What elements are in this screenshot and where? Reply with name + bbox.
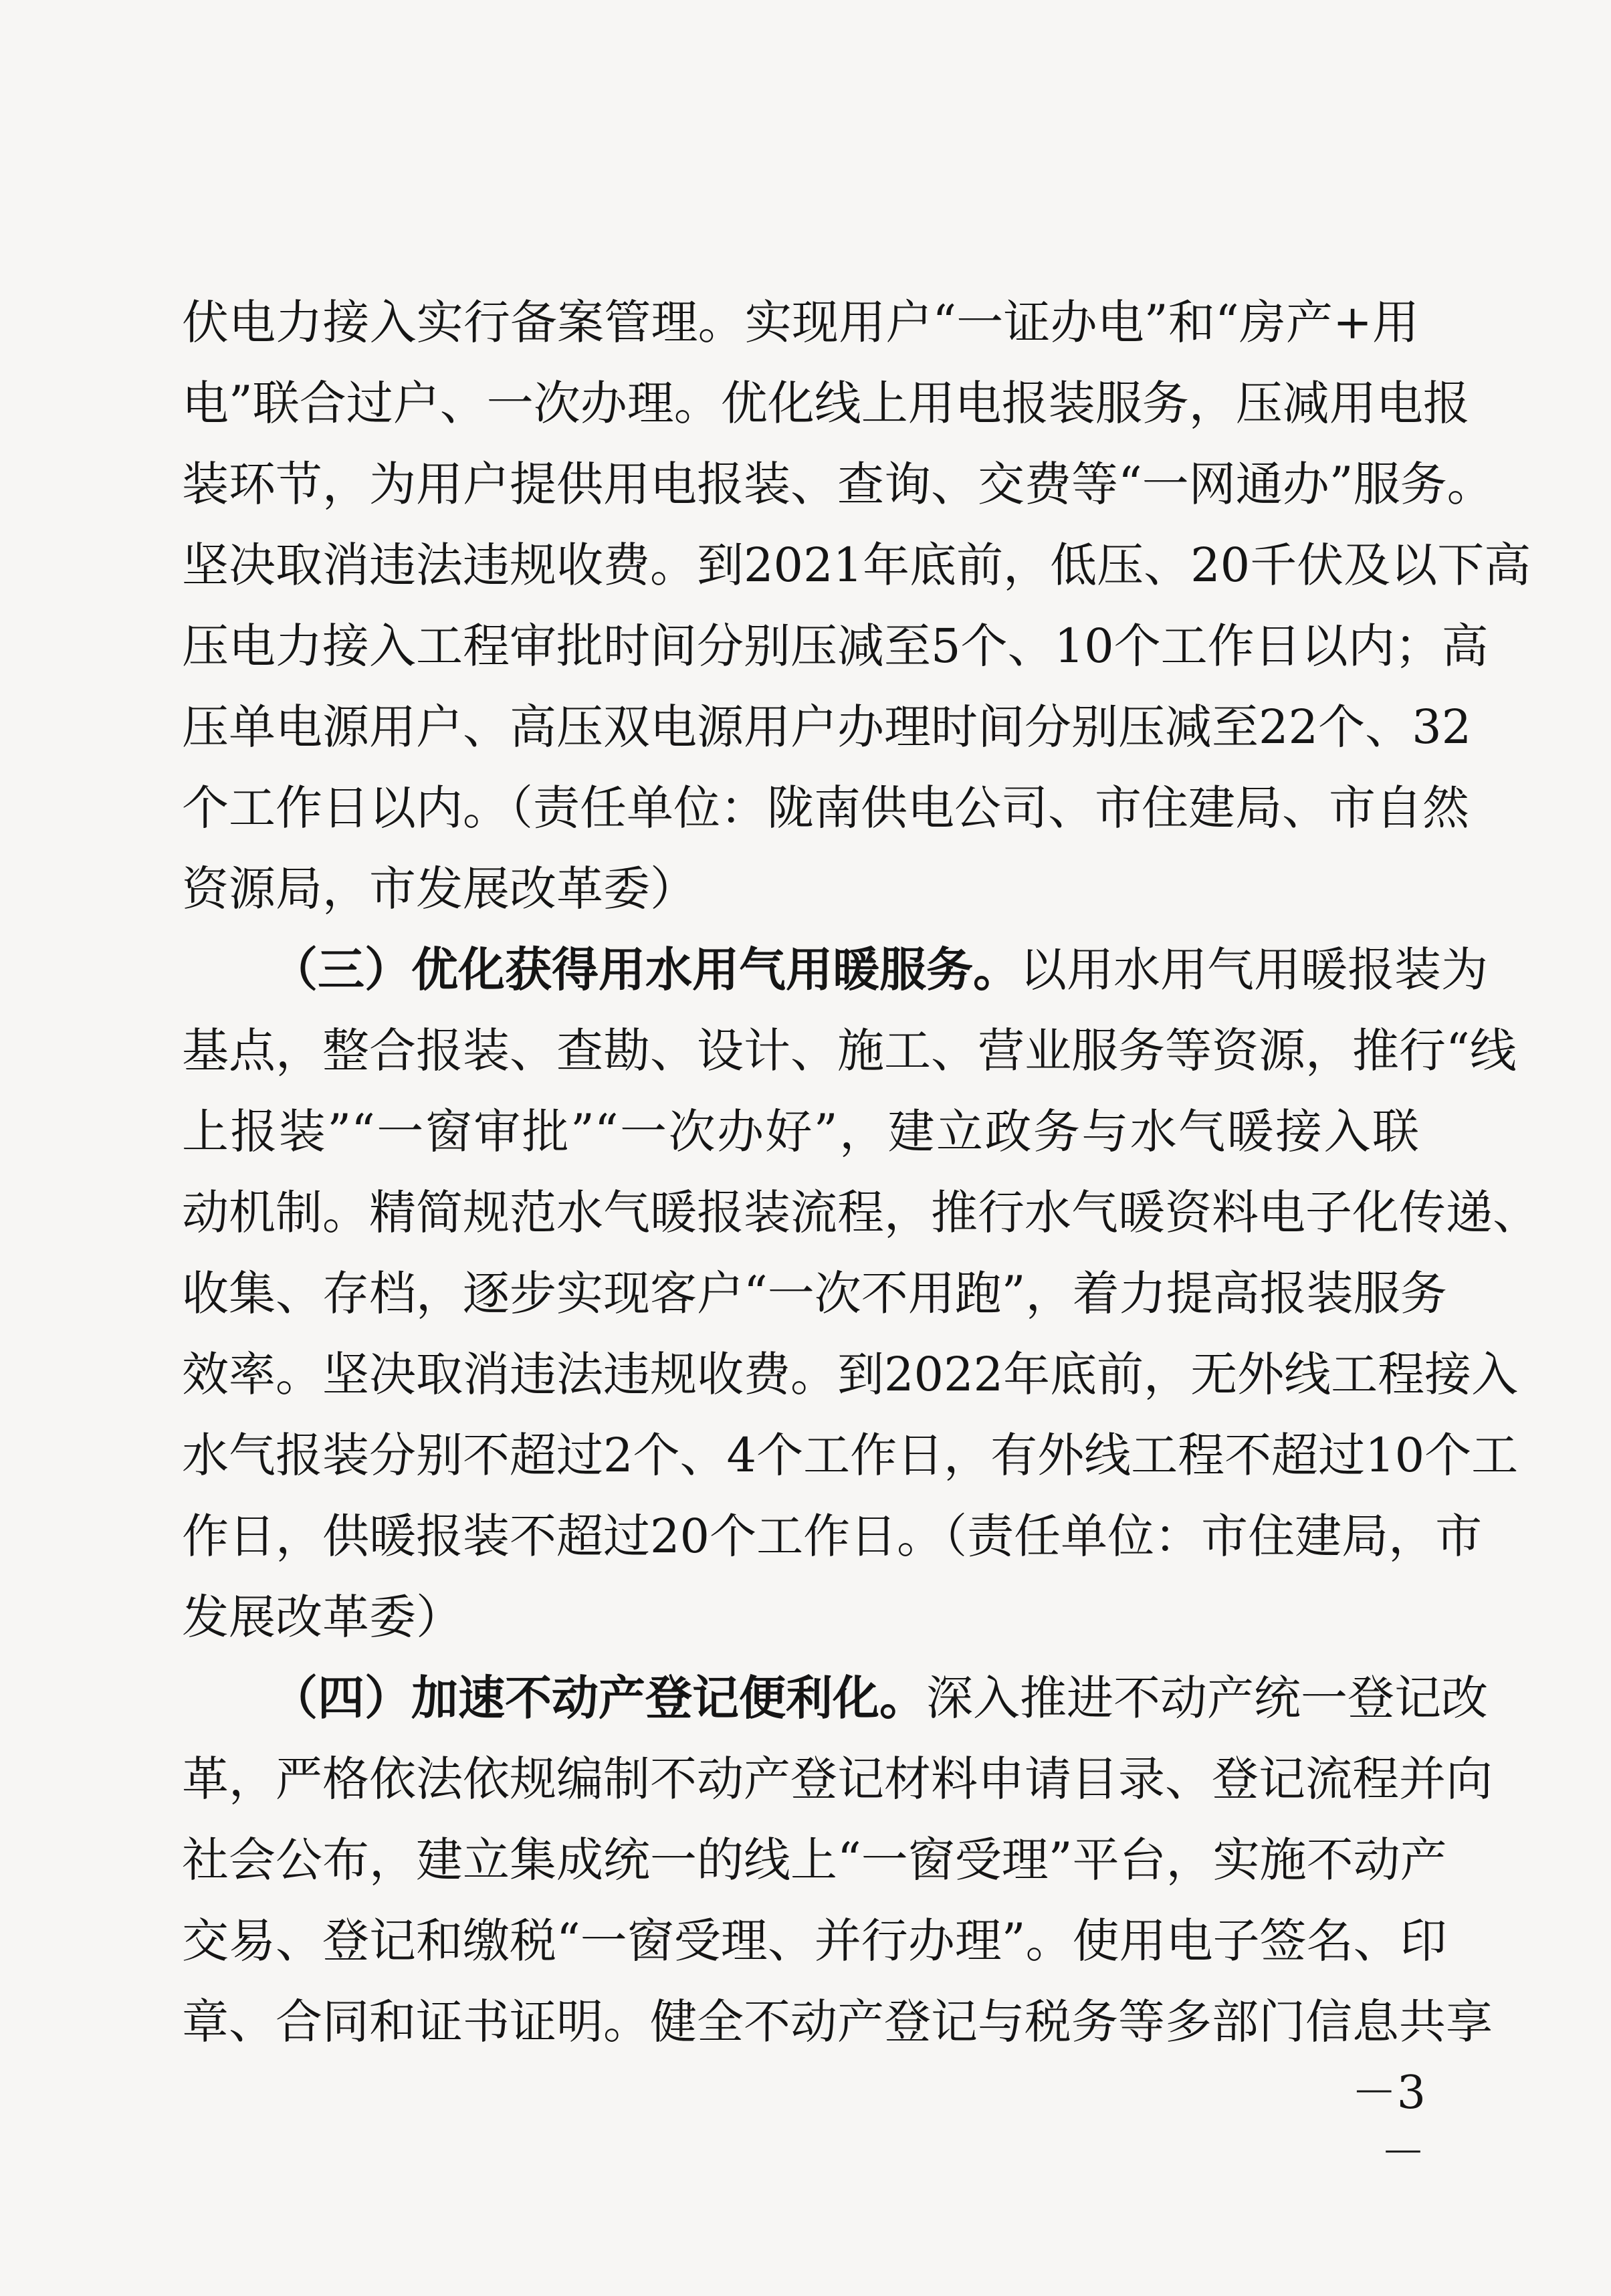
paragraph-line: 发展改革委） [182, 1590, 463, 1645]
section-heading-line [271, 1657, 1488, 1740]
page-number: －3－ [1351, 2067, 1426, 2180]
paragraph-line: 装环节，为用户提供用电报装、查询、交费等“一网通办”服务。 [182, 457, 1494, 512]
paragraph-line: 电”联合过户、一次办理。优化线上用电报装服务，压减用电报 [182, 376, 1470, 431]
paragraph-line: 水气报装分别不超过2个、4个工作日，有外线工程不超过10个工 [182, 1428, 1519, 1483]
paragraph-line: 个工作日以内。（责任单位：陇南供电公司、市住建局、市自然 [182, 780, 1469, 835]
paragraph-line: 上报装”“一窗审批”“一次办好”，建立政务与水气暖接入联 [182, 1104, 1419, 1159]
paragraph-line: 基点，整合报装、查勘、设计、施工、营业服务等资源，推行“线 [182, 1023, 1517, 1078]
paragraph-line: 资源局，市发展改革委） [182, 861, 697, 916]
section-heading-line [271, 928, 1488, 1011]
heading-line-text: 深入推进不动产统一登记改 [926, 1671, 1488, 1726]
paragraph-line: 坚决取消违法违规收费。到2021年底前，低压、20千伏及以下高 [182, 538, 1531, 593]
paragraph-line: 交易、登记和缴税“一窗受理、并行办理”。使用电子签名、印 [182, 1913, 1447, 1968]
paragraph-line: 压单电源用户、高压双电源用户办理时间分别压减至22个、32 [182, 700, 1472, 754]
paragraph-line: 社会公布，建立集成统一的线上“一窗受理”平台，实施不动产 [182, 1833, 1447, 1887]
section-heading: （三）优化获得用水用气用暖服务。 [271, 942, 1020, 997]
paragraph-line: 作日，供暖报装不超过20个工作日。（责任单位：市住建局，市 [182, 1509, 1483, 1564]
heading-line-text: 以用水用气用暖报装为 [1020, 942, 1488, 997]
paragraph-line: 伏电力接入实行备案管理。实现用户“一证办电”和“房产+用 [182, 295, 1419, 350]
paragraph-line: 革，严格依法依规编制不动产登记材料申请目录、登记流程并向 [182, 1752, 1493, 1806]
paragraph-line: 收集、存档，逐步实现客户“一次不用跑”，着力提高报装服务 [182, 1266, 1447, 1321]
paragraph-line: 章、合同和证书证明。健全不动产登记与税务等多部门信息共享 [182, 1994, 1493, 2049]
paragraph-line: 压电力接入工程审批时间分别压减至5个、10个工作日以内；高 [182, 619, 1489, 673]
paragraph-line: 效率。坚决取消违法违规收费。到2022年底前，无外线工程接入 [182, 1347, 1519, 1402]
section-heading: （四）加速不动产登记便利化。 [271, 1670, 926, 1726]
paragraph-line: 动机制。精简规范水气暖报装流程，推行水气暖资料电子化传递、 [182, 1185, 1539, 1240]
